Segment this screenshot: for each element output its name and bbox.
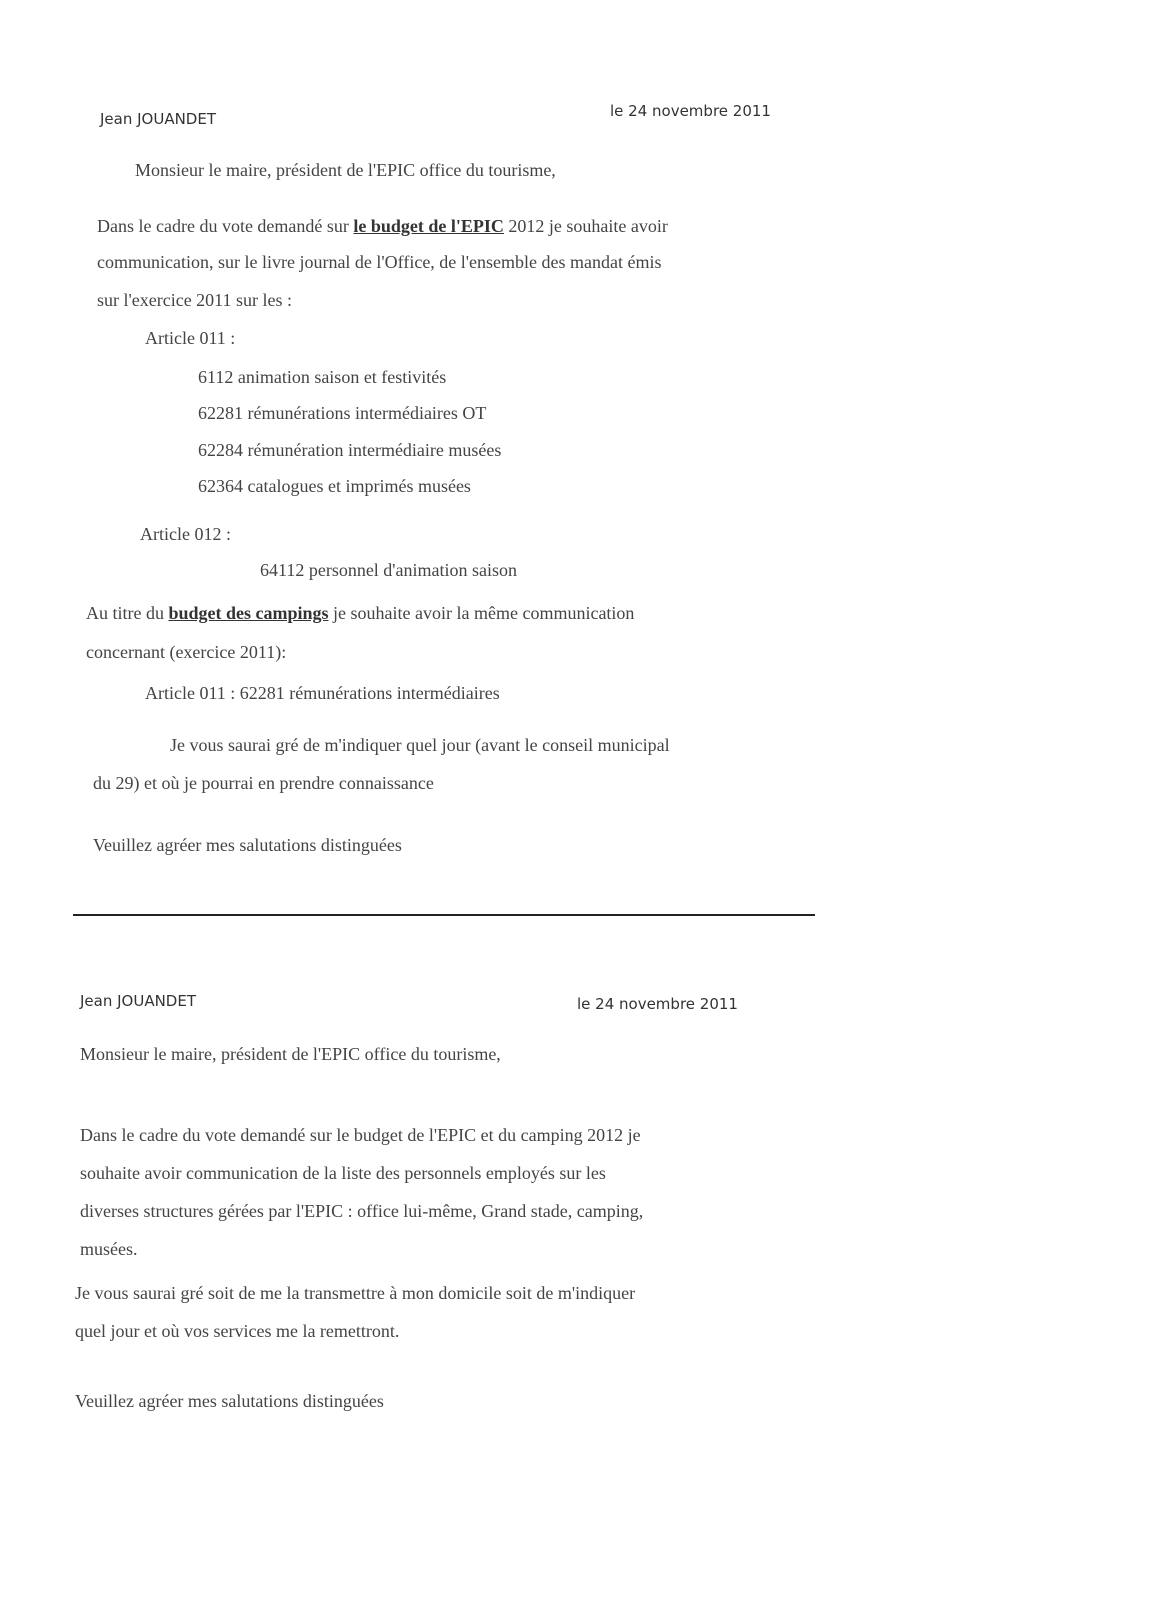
letter2-closing: Veuillez agréer mes salutations distinguées [75, 1391, 384, 1411]
letter2-body-line: diverses structures gérées par l'EPIC : office lui-même, Grand stade, camping, [80, 1201, 644, 1221]
letter1-intro-line2: communication, sur le livre journal de l'Office, de l'ensemble des mandat émis [97, 252, 662, 272]
letter2-author: Jean JOUANDET [80, 992, 197, 1010]
letter2-body-line: musées. [80, 1239, 138, 1259]
article-011-title: Article 011 : [145, 328, 236, 348]
budget-epic-emphasis: le budget de l'EPIC [353, 216, 504, 236]
letter1-salutation: Monsieur le maire, président de l'EPIC office du tourisme, [135, 160, 556, 180]
article-011-item: 62281 rémunérations intermédiaires OT [198, 403, 487, 423]
article-012-title: Article 012 : [140, 524, 231, 544]
campings-text-a: Au titre du [86, 603, 169, 623]
intro-text-b: 2012 je souhaite avoir [503, 216, 668, 236]
campings-line2: concernant (exercice 2011): [86, 642, 287, 662]
letter2-body-line: souhaite avoir communication de la liste des personnels employés sur les [80, 1163, 606, 1183]
letter2-request-line: Je vous saurai gré soit de me la transmettre à mon domicile soit de m'indiquer [75, 1283, 636, 1303]
campings-text-b: je souhaite avoir la même communication [328, 603, 635, 623]
letter2-salutation: Monsieur le maire, président de l'EPIC office du tourisme, [80, 1044, 501, 1064]
campings-article: Article 011 : 62281 rémunérations intermédiaires [145, 683, 500, 703]
request-line2: du 29) et où je pourrai en prendre connaissance [93, 773, 434, 793]
letter2-request-line: quel jour et où vos services me la remettront. [75, 1321, 400, 1341]
campings-line1 [86, 603, 634, 624]
request-line1: Je vous saurai gré de m'indiquer quel jour (avant le conseil municipal [170, 735, 670, 755]
letter1-intro-line3: sur l'exercice 2011 sur les : [97, 290, 293, 310]
letter2-date: le 24 novembre 2011 [577, 995, 738, 1013]
letter1-closing: Veuillez agréer mes salutations distinguées [93, 835, 402, 855]
article-011-item: 62284 rémunération intermédiaire musées [198, 440, 502, 460]
article-012-item: 64112 personnel d'animation saison [260, 560, 518, 580]
letter2-body-line: Dans le cadre du vote demandé sur le budget de l'EPIC et du camping 2012 je [80, 1125, 641, 1145]
article-011-item: 6112 animation saison et festivités [198, 367, 447, 387]
budget-campings-emphasis: budget des campings [168, 603, 329, 623]
intro-text-a: Dans le cadre du vote demandé sur [97, 216, 354, 236]
letter1-author: Jean JOUANDET [100, 110, 217, 128]
article-011-item: 62364 catalogues et imprimés musées [198, 476, 471, 496]
letter1-date: le 24 novembre 2011 [610, 102, 771, 120]
page-divider [73, 914, 815, 916]
letter1-intro-line1 [97, 216, 668, 237]
